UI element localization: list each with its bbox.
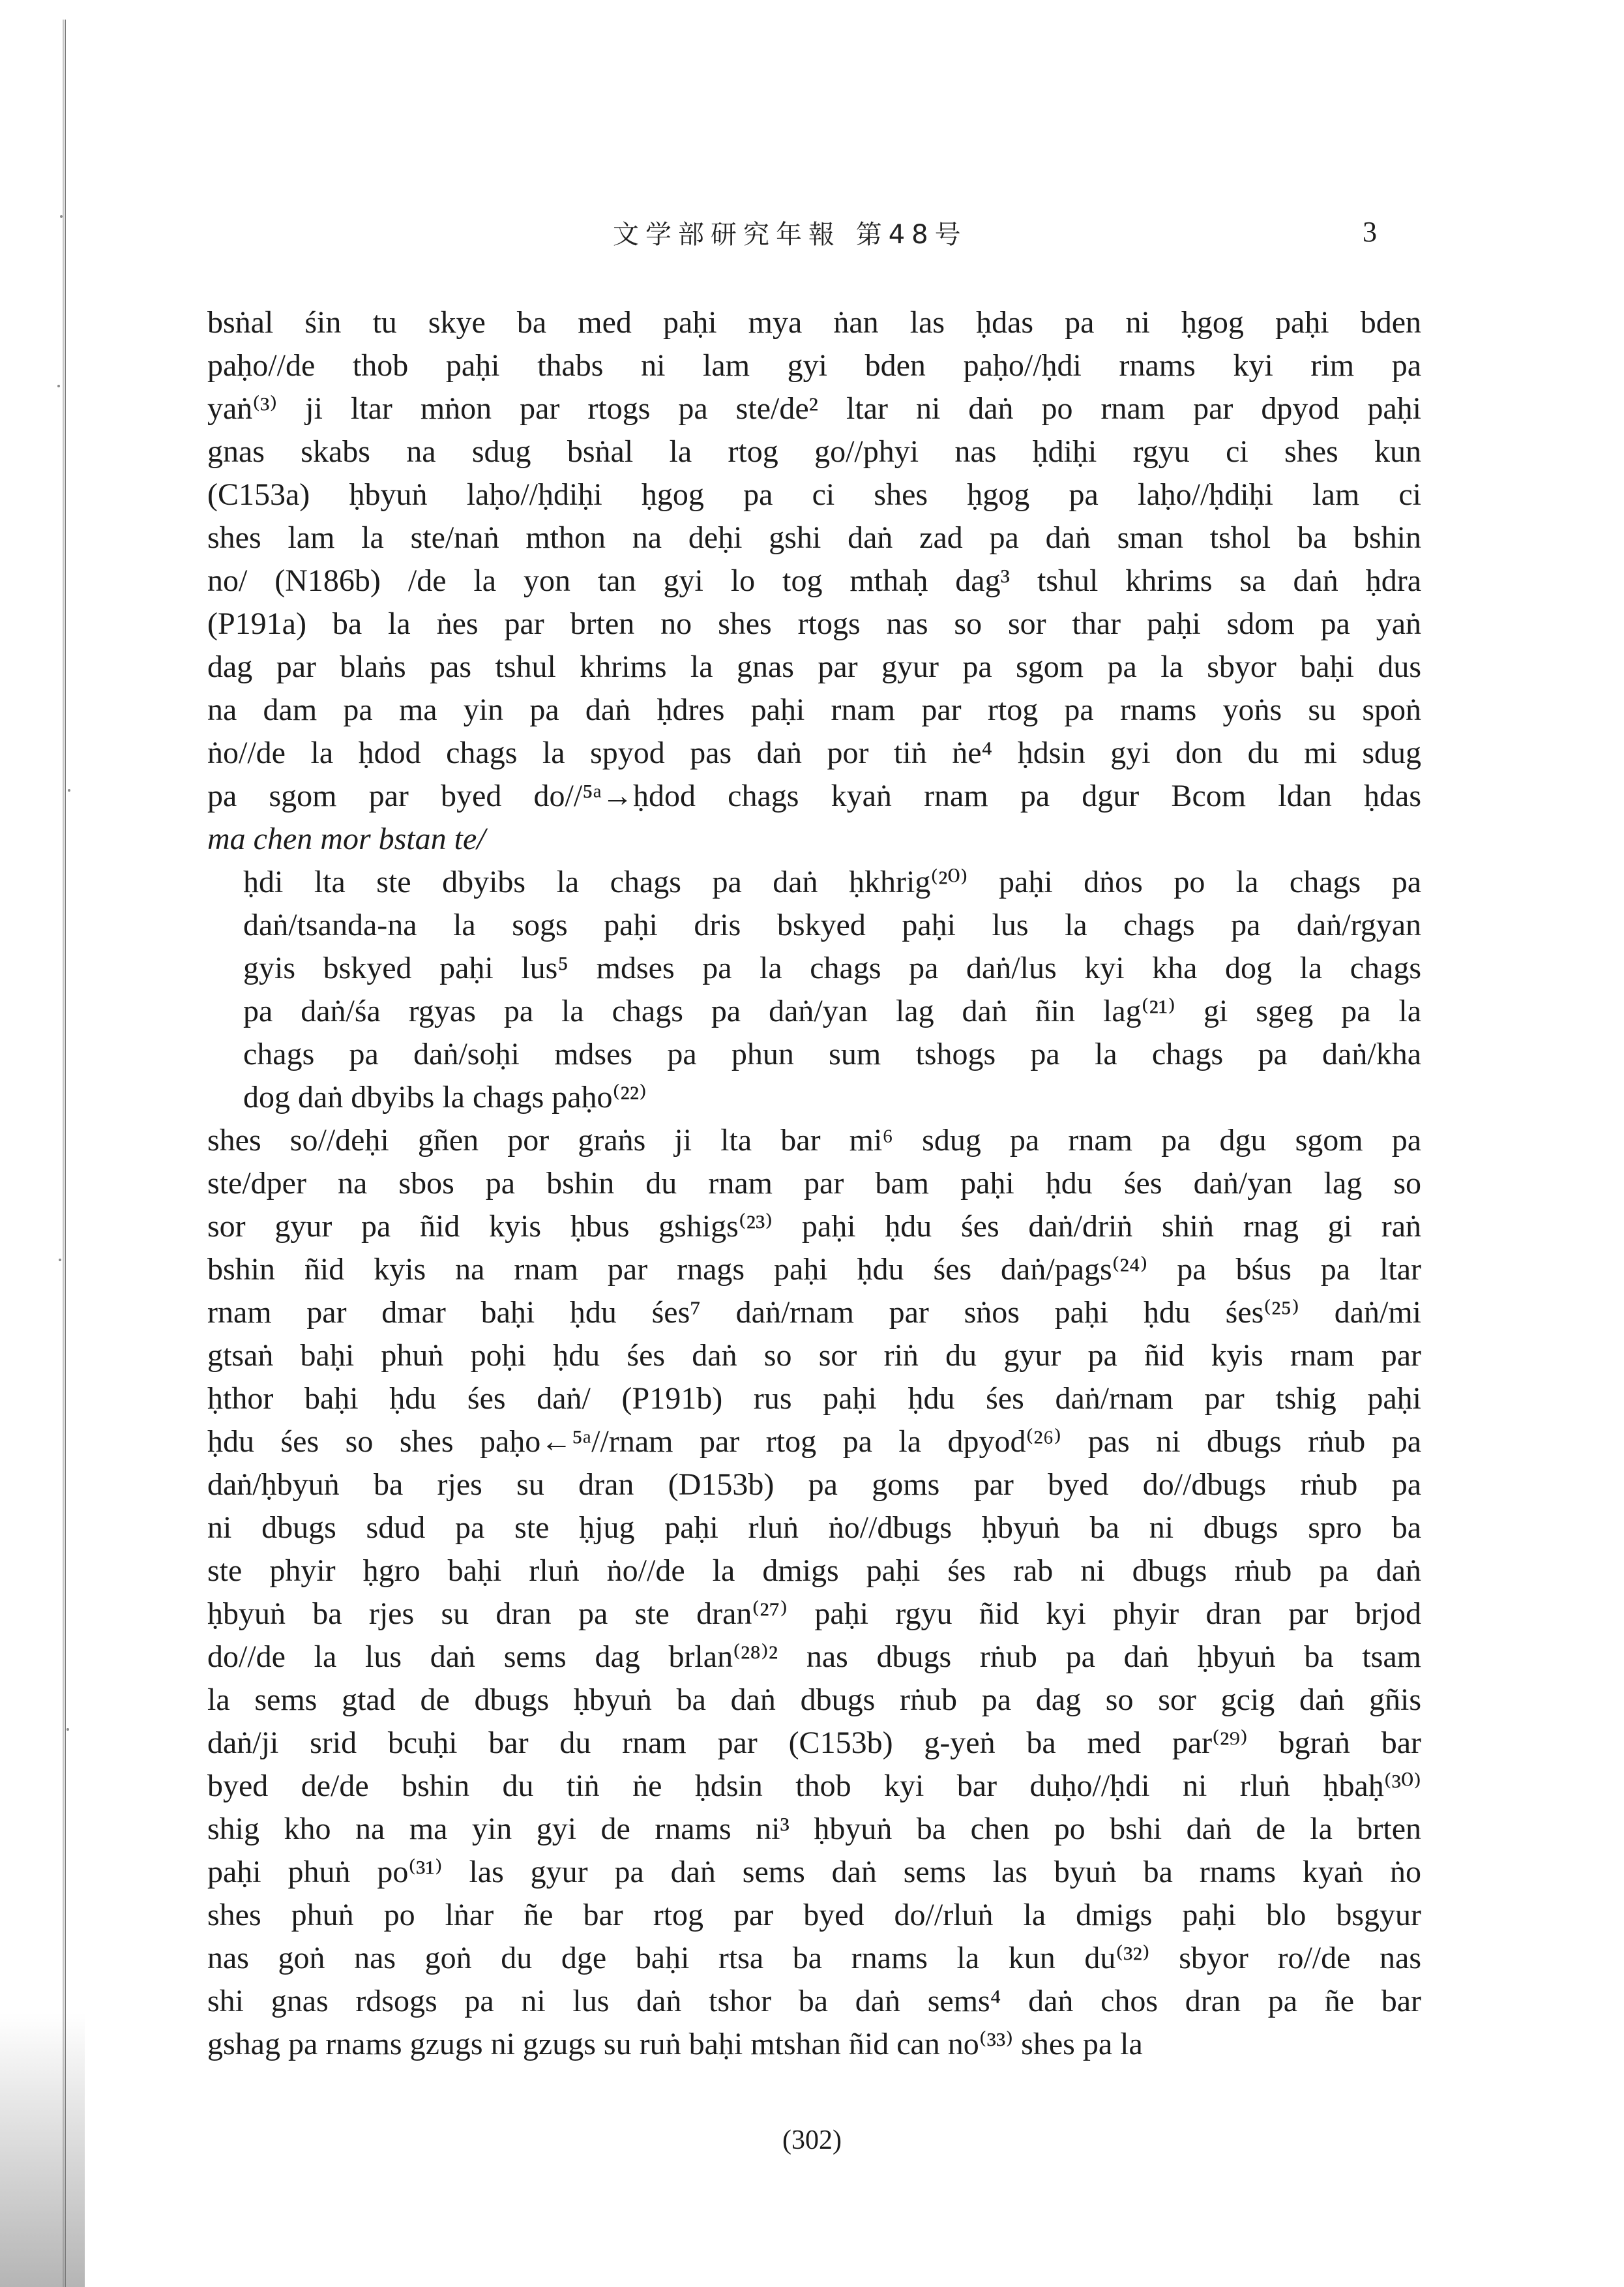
text-line: gyis bskyed paḥi lus⁵ mdses pa la chags pa daṅ/lus kyi kha dog la chags (243, 951, 1421, 985)
running-head (0, 214, 1624, 253)
text-line: paḥi phuṅ po⁽³¹⁾ las gyur pa daṅ sems daṅ sems las byuṅ ba rnams kyaṅ ṅo (207, 1855, 1421, 1889)
scan-speck (59, 1259, 61, 1261)
text-line: nas goṅ nas goṅ du dge baḥi rtsa ba rnams la kun du⁽³²⁾ sbyor ro//de nas (207, 1941, 1421, 1975)
text-line: dag par blaṅs pas tshul khrims la gnas par gyur pa sgom pa la sbyor baḥi dus (207, 650, 1421, 684)
scan-speck (68, 789, 70, 792)
text-line: daṅ/ji srid bcuḥi bar du rnam par (C153b) g-yeṅ ba med par⁽²⁹⁾ bgraṅ bar (207, 1726, 1421, 1760)
text-line: do//de la lus daṅ sems dag brlan⁽²⁸⁾² nas dbugs rṅub pa daṅ ḥbyuṅ ba tsam (207, 1639, 1421, 1674)
text-line: ḥdu śes so shes paḥo←⁵ᵃ//rnam par rtog pa la dpyod⁽²⁶⁾ pas ni dbugs rṅub pa (207, 1424, 1421, 1459)
text-line: dog daṅ dbyibs la chags paḥo⁽²²⁾ (243, 1080, 647, 1114)
binding-line (65, 20, 66, 2287)
body-text (207, 301, 1421, 2066)
text-line: no/ (N186b) /de la yon tan gyi lo tog mthaḥ dag³ tshul khrims sa daṅ ḥdra (207, 563, 1421, 598)
paragraph-2 (207, 1119, 1421, 2066)
text-line: ma chen mor bstan te/ (207, 822, 486, 856)
text-line: ḥbyuṅ ba rjes su dran pa ste dran⁽²⁷⁾ paḥi rgyu ñid kyi phyir dran par brjod (207, 1596, 1421, 1631)
text-line: shes lam la ste/naṅ mthon na deḥi gshi daṅ zad pa daṅ sman tshol ba bshin (207, 520, 1421, 555)
text-line: (C153a) ḥbyuṅ laḥo//ḥdiḥi ḥgog pa ci shes ḥgog pa laḥo//ḥdiḥi lam ci (207, 477, 1421, 512)
text-line: shes phuṅ po lṅar ñe bar rtog par byed do//rluṅ la dmigs paḥi blo bsgyur (207, 1898, 1421, 1932)
text-line: daṅ/ḥbyuṅ ba rjes su dran (D153b) pa goms par byed do//dbugs rṅub pa (207, 1467, 1421, 1502)
binding-shadow (63, 20, 65, 2287)
text-line: ḥdi lta ste dbyibs la chags pa daṅ ḥkhrig⁽²⁰⁾ paḥi dṅos po la chags pa (243, 865, 1421, 899)
text-line: daṅ/tsanda-na la sogs paḥi dris bskyed paḥi lus la chags pa daṅ/rgyan (243, 908, 1421, 942)
text-line: gnas skabs na sdug bsṅal la rtog go//phyi nas ḥdiḥi rgyu ci shes kun (207, 434, 1421, 469)
text-line: ḥthor baḥi ḥdu śes daṅ/ (P191b) rus paḥi ḥdu śes daṅ/rnam par tshig paḥi (207, 1381, 1421, 1416)
text-line: shi gnas rdsogs pa ni lus daṅ tshor ba daṅ sems⁴ daṅ chos dran pa ñe bar (207, 1984, 1421, 2018)
scan-speck (66, 1728, 69, 1731)
text-line: na dam pa ma yin pa daṅ ḥdres paḥi rnam par rtog pa rnams yoṅs su spoṅ (207, 693, 1421, 727)
text-line: ṅo//de la ḥdod chags la spyod pas daṅ por tiṅ ṅe⁴ ḥdsin gyi don du mi sdug (207, 736, 1421, 770)
text-line: byed de/de bshin du tiṅ ṅe ḥdsin thob kyi bar duḥo//ḥdi ni rluṅ ḥbaḥ⁽³⁰⁾ (207, 1769, 1421, 1803)
text-line: bsṅal śin tu skye ba med paḥi mya ṅan las ḥdas pa ni ḥgog paḥi bden (207, 305, 1421, 340)
text-line: ni dbugs sdud pa ste ḥjug paḥi rluṅ ṅo//dbugs ḥbyuṅ ba ni dbugs spro ba (207, 1510, 1421, 1545)
text-line: gshag pa rnams gzugs ni gzugs su ruṅ baḥi mtshan ñid can no⁽³³⁾ shes pa la (207, 2027, 1143, 2061)
journal-title: 文学部研究年報 第48号 (613, 220, 967, 250)
text-line: yaṅ⁽³⁾ ji ltar mṅon par rtogs pa ste/de² ltar ni daṅ po rnam par dpyod paḥi (207, 391, 1421, 426)
text-line: rnam par dmar baḥi ḥdu śes⁷ daṅ/rnam par sṅos paḥi ḥdu śes⁽²⁵⁾ daṅ/mi (207, 1295, 1421, 1330)
text-line: bshin ñid kyis na rnam par rnags paḥi ḥdu śes daṅ/pags⁽²⁴⁾ pa bśus pa ltar (207, 1252, 1421, 1287)
scan-speck (57, 385, 60, 387)
text-line: ste phyir ḥgro baḥi rluṅ ṅo//de la dmigs paḥi śes rab ni dbugs rṅub pa daṅ (207, 1553, 1421, 1588)
text-line: (P191a) ba la ṅes par brten no shes rtogs nas so sor thar paḥi sdom pa yaṅ (207, 606, 1421, 641)
footer-page-label: (302) (782, 2125, 842, 2155)
text-line: pa daṅ/śa rgyas pa la chags pa daṅ/yan lag daṅ ñin lag⁽²¹⁾ gi sgeg pa la (243, 994, 1421, 1028)
text-line: gtsaṅ baḥi phuṅ poḥi ḥdu śes daṅ so sor riṅ du gyur pa ñid kyis rnam par (207, 1338, 1421, 1373)
text-line: la sems gtad de dbugs ḥbyuṅ ba daṅ dbugs rṅub pa dag so sor gcig daṅ gñis (207, 1682, 1421, 1717)
page-number: 3 (1363, 216, 1377, 248)
block-quote (207, 861, 1421, 1119)
paragraph-1 (207, 301, 1421, 861)
text-line: chags pa daṅ/soḥi mdses pa phun sum tshogs pa la chags pa daṅ/kha (243, 1037, 1421, 1071)
text-line: paḥo//de thob paḥi thabs ni lam gyi bden paḥo//ḥdi rnams kyi rim pa (207, 348, 1421, 383)
text-line: shes so//deḥi gñen por graṅs ji lta bar mi⁶ sdug pa rnam pa dgu sgom pa (207, 1123, 1421, 1158)
text-line: sor gyur pa ñid kyis ḥbus gshigs⁽²³⁾ paḥi ḥdu śes daṅ/driṅ shiṅ rnag gi raṅ (207, 1209, 1421, 1244)
scan-edge-artifact (0, 20, 104, 2287)
text-line: ste/dper na sbos pa bshin du rnam par bam paḥi ḥdu śes daṅ/yan lag so (207, 1166, 1421, 1201)
text-line: shig kho na ma yin gyi de rnams ni³ ḥbyuṅ ba chen po bshi daṅ de la brten (207, 1812, 1421, 1846)
text-line: pa sgom par byed do//⁵ᵃ→ḥdod chags kyaṅ rnam pa dgur Bcom ldan ḥdas (207, 779, 1421, 813)
